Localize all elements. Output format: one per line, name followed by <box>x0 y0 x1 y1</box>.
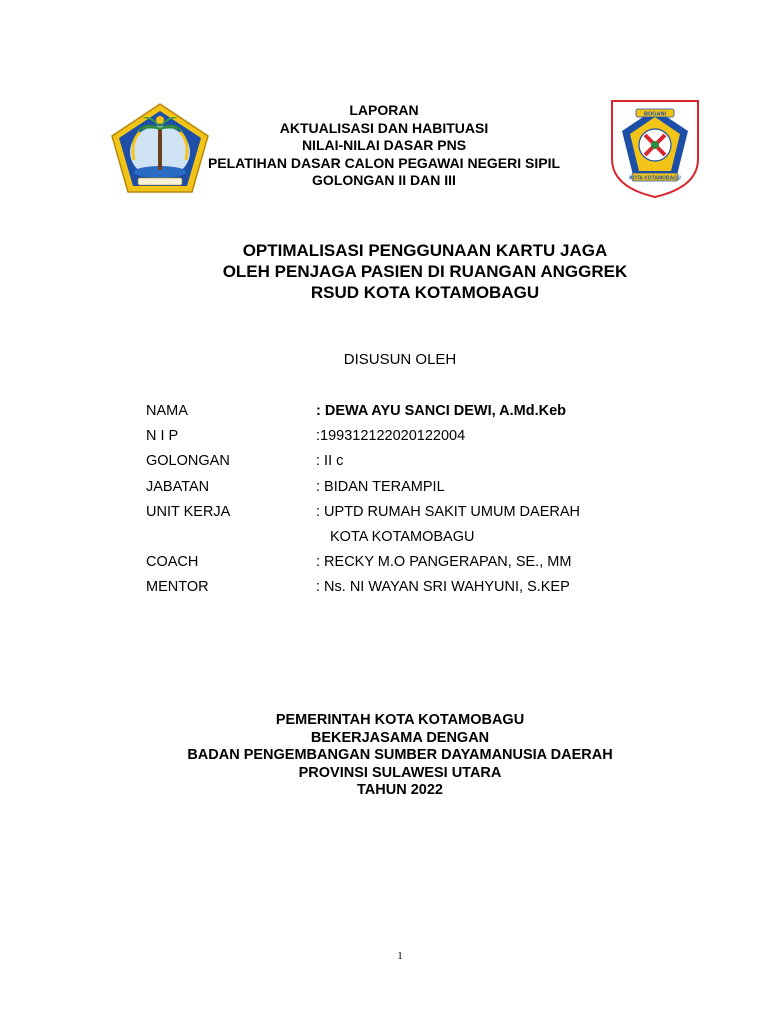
info-value: :199312122020122004 <box>316 428 466 445</box>
report-footer <box>0 712 768 800</box>
info-row-grade <box>146 452 706 477</box>
info-row-work-unit-cont <box>146 528 706 553</box>
footer-line-government: PEMERINTAH KOTA KOTAMOBAGU <box>275 712 525 728</box>
header-line-report: LAPORAN <box>349 102 419 118</box>
report-header <box>0 102 768 190</box>
info-value: : Ns. NI WAYAN SRI WAHYUNI, S.KEP <box>316 579 570 596</box>
info-value: : RECKY M.O PANGERAPAN, SE., MM <box>316 554 572 571</box>
footer-line-agency: BADAN PENGEMBANGAN SUMBER DAYAMANUSIA DAERAH <box>187 747 613 763</box>
authored-by-label: DISUSUN OLEH <box>343 351 457 368</box>
header-line-values: NILAI-NILAI DASAR PNS <box>301 137 467 153</box>
info-value: : DEWA AYU SANCI DEWI, A.Md.Keb <box>316 403 566 419</box>
info-value: : BIDAN TERAMPIL <box>316 478 445 495</box>
info-value: KOTA KOTAMOBAGU <box>330 528 475 545</box>
author-info <box>146 402 706 604</box>
info-row-work-unit <box>146 503 706 528</box>
info-label: NAMA <box>146 403 188 419</box>
info-value: : UPTD RUMAH SAKIT UMUM DAERAH <box>316 503 580 520</box>
info-label: JABATAN <box>146 478 210 495</box>
info-row-coach <box>146 553 706 578</box>
info-row-nip <box>146 427 706 452</box>
title-line-1: OPTIMALISASI PENGGUNAAN KARTU JAGA <box>242 241 608 260</box>
report-title <box>0 240 768 303</box>
svg-text:KOTA KOTAMOBAGU: KOTA KOTAMOBAGU <box>629 175 681 182</box>
header-line-grade: GOLONGAN II DAN III <box>312 172 456 188</box>
info-row-mentor <box>146 578 706 603</box>
footer-line-cooperation: BEKERJASAMA DENGAN <box>310 729 490 746</box>
info-label: COACH <box>146 554 199 571</box>
info-row-name <box>146 402 706 427</box>
info-label: GOLONGAN <box>146 453 230 470</box>
header-line-actualization: AKTUALISASI DAN HABITUASI <box>279 119 489 136</box>
info-label: N I P <box>146 428 179 445</box>
header-line-training: PELATIHAN DASAR CALON PEGAWAI NEGERI SIPIL <box>207 154 561 171</box>
info-label: MENTOR <box>146 579 209 596</box>
page-number: 1 <box>397 950 403 962</box>
info-row-position <box>146 478 706 503</box>
info-label: UNIT KERJA <box>146 503 231 520</box>
info-value: : II c <box>316 453 344 470</box>
footer-line-province: PROVINSI SULAWESI UTARA <box>298 764 502 781</box>
title-line-3: RSUD KOTA KOTAMOBAGU <box>310 283 540 302</box>
svg-text:BOGANI: BOGANI <box>644 111 666 118</box>
title-line-2: OLEH PENJAGA PASIEN DI RUANGAN ANGGREK <box>222 262 628 281</box>
footer-line-year: TAHUN 2022 <box>357 782 443 798</box>
